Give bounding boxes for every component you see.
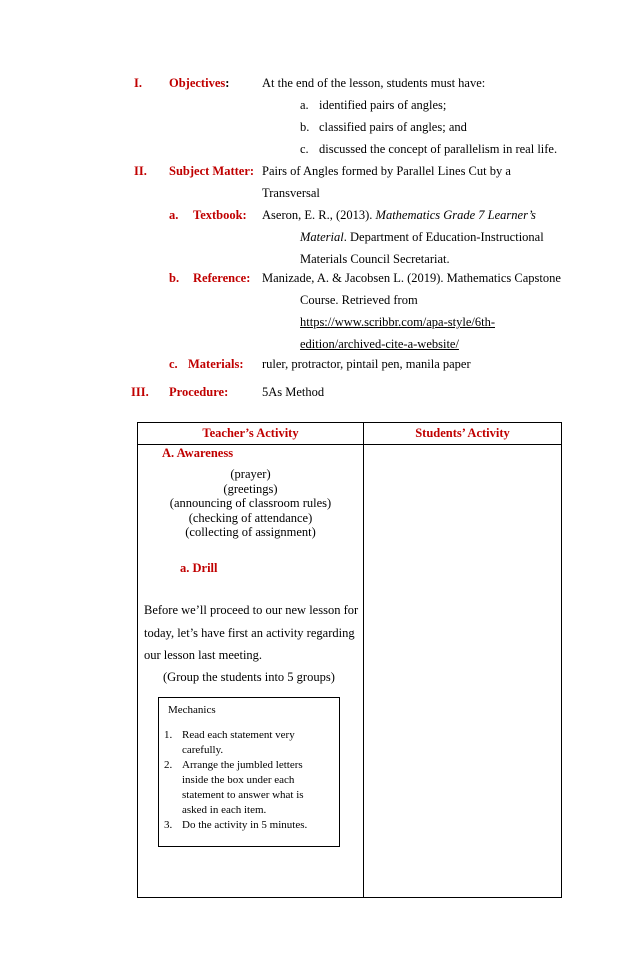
mechanics-item-1-line1: Read each statement very: [182, 729, 295, 741]
header-students-activity: Students’ Activity: [415, 426, 510, 440]
textbook-author: Aseron, E. R., (2013).: [262, 208, 376, 222]
textbook-line2: [300, 230, 544, 245]
reference-link-part2[interactable]: edition/archived-cite-a-website/: [300, 337, 459, 351]
objective-item-c: discussed the concept of parallelism in real life.: [319, 142, 558, 156]
routine-prayer: (prayer): [230, 467, 271, 481]
reference-line1: Manizade, A. & Jacobsen L. (2019). Mathematics Capstone: [262, 271, 561, 285]
reference-letter: b.: [169, 271, 180, 285]
mechanics-item-2-line4: asked in each item.: [182, 804, 267, 816]
objective-item-a: identified pairs of angles;: [319, 98, 447, 112]
subject-matter-line1: Pairs of Angles formed by Parallel Lines Cut by a: [262, 164, 511, 178]
subject-matter-line2: Transversal: [262, 186, 320, 200]
mechanics-item-3-line1: Do the activity in 5 minutes.: [182, 819, 308, 831]
reference-label: Reference:: [193, 271, 251, 285]
objectives-intro: At the end of the lesson, students must have:: [262, 76, 486, 90]
awareness-heading: A. Awareness: [162, 446, 234, 460]
textbook-label: Textbook:: [193, 208, 247, 222]
textbook-letter: a.: [169, 208, 179, 222]
objectives-label-text: Objectives: [169, 76, 226, 90]
textbook-title-part2: Material: [300, 230, 344, 244]
routine-classroom-rules: (announcing of classroom rules): [169, 496, 332, 510]
procedure-label: Procedure:: [169, 385, 229, 399]
objectives-colon: :: [225, 76, 230, 90]
textbook-publisher: . Department of Education-Instructional: [343, 230, 544, 244]
objective-item-c-letter: c.: [300, 142, 309, 156]
mechanics-item-1-line2: carefully.: [182, 744, 224, 756]
routine-attendance: (checking of attendance): [188, 511, 313, 525]
section-number-procedure: III.: [131, 385, 149, 399]
drill-paragraph-line2: today, let’s have first an activity regarding: [144, 626, 355, 640]
mechanics-title: Mechanics: [168, 704, 216, 716]
mechanics-item-2-line3: statement to answer what is: [182, 789, 304, 801]
header-teachers-activity: Teacher’s Activity: [202, 426, 299, 440]
routine-greetings: (greetings): [223, 482, 278, 496]
section-number-objectives: I.: [134, 76, 142, 90]
textbook-line3: Materials Council Secretariat.: [300, 252, 450, 266]
mechanics-item-3-num: 3.: [164, 819, 173, 831]
mechanics-item-1-num: 1.: [164, 729, 173, 741]
objective-item-a-letter: a.: [300, 98, 309, 112]
materials-letter: c.: [169, 357, 178, 371]
textbook-line1: [262, 208, 536, 223]
reference-link-part1[interactable]: https://www.scribbr.com/apa-style/6th-: [300, 315, 495, 329]
table-column-divider: [363, 423, 364, 897]
drill-paragraph-line3: our lesson last meeting.: [144, 648, 263, 662]
table-header-divider: [138, 444, 561, 445]
objective-item-b: classified pairs of angles; and: [319, 120, 467, 134]
group-note: (Group the students into 5 groups): [163, 670, 335, 684]
mechanics-item-2-line1: Arrange the jumbled letters: [182, 759, 303, 771]
section-number-subject-matter: II.: [134, 164, 147, 178]
textbook-title-part1: Mathematics Grade 7 Learner’s: [375, 208, 536, 222]
mechanics-item-2-num: 2.: [164, 759, 173, 771]
drill-heading: a. Drill: [180, 561, 218, 575]
materials-text: ruler, protractor, pintail pen, manila paper: [262, 357, 471, 371]
reference-line2: Course. Retrieved from: [300, 293, 418, 307]
procedure-text: 5As Method: [262, 385, 325, 399]
objectives-label: [169, 76, 229, 91]
materials-label: Materials:: [188, 357, 244, 371]
subject-matter-label: Subject Matter:: [169, 164, 255, 178]
drill-paragraph-line1: Before we’ll proceed to our new lesson for: [144, 603, 359, 617]
objective-item-b-letter: b.: [300, 120, 310, 134]
mechanics-item-2-line2: inside the box under each: [182, 774, 295, 786]
routine-assignment: (collecting of assignment): [185, 525, 316, 539]
